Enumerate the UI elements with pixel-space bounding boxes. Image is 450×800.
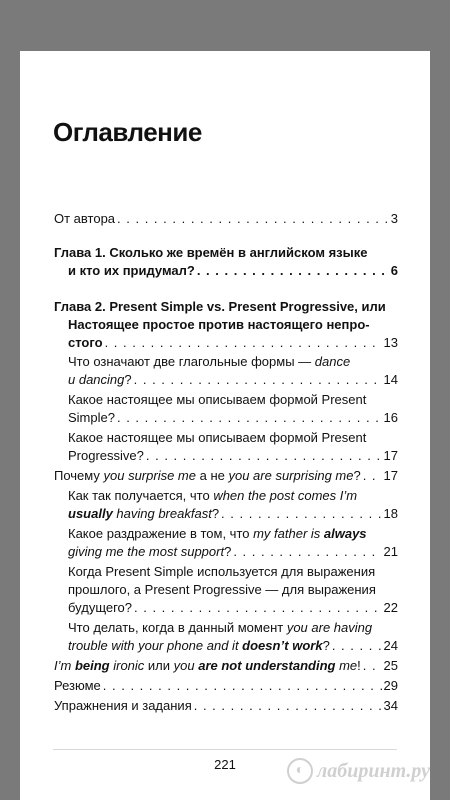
toc-text: или xyxy=(144,658,174,673)
toc-page: 17 xyxy=(383,468,398,483)
toc-text: ! xyxy=(357,658,361,673)
toc-section[interactable] xyxy=(54,677,398,695)
toc-text-italic: dancing xyxy=(78,372,125,387)
toc-label: От автора xyxy=(54,211,116,226)
leader-dots xyxy=(134,371,382,389)
footer-divider xyxy=(53,749,397,750)
toc-text-italic: trouble with your phone and it xyxy=(68,638,243,653)
leader-dots xyxy=(363,467,382,485)
toc-page: 3 xyxy=(390,211,398,226)
leader-dots xyxy=(233,543,381,561)
toc-page: 6 xyxy=(390,263,398,278)
toc-text-bold-italic: usually xyxy=(68,506,113,521)
toc-page: 14 xyxy=(383,372,398,387)
book-page xyxy=(20,51,430,800)
chapter-title-line: Глава 2. Present Simple vs. Present Progressive, или xyxy=(54,299,386,314)
toc-page: 29 xyxy=(383,678,398,693)
toc-chapter-2[interactable] xyxy=(54,298,398,352)
toc-text: Progressive? xyxy=(68,448,144,463)
leader-dots xyxy=(221,505,381,523)
toc-text: ? xyxy=(124,372,132,387)
toc-text-bold-italic: are not understanding xyxy=(198,658,336,673)
toc-text-italic: you xyxy=(173,658,199,673)
leader-dots xyxy=(134,599,382,617)
toc-text: будущего? xyxy=(68,600,133,615)
toc-section[interactable] xyxy=(54,563,398,617)
leader-dots xyxy=(194,697,382,715)
toc-page: 21 xyxy=(383,544,398,559)
toc-text-italic: having breakfast xyxy=(112,506,212,521)
toc-text-italic: you surprise me xyxy=(103,468,196,483)
toc-section[interactable] xyxy=(54,619,398,655)
toc-text-italic: my father is xyxy=(253,526,324,541)
toc-text: Что означают две глагольные формы — xyxy=(68,354,315,369)
toc-page: 18 xyxy=(383,506,398,521)
leader-dots xyxy=(103,677,382,695)
leader-dots xyxy=(332,637,382,655)
toc-text-italic: giving me the most support xyxy=(68,544,225,559)
toc-section[interactable] xyxy=(54,697,398,715)
toc-page: 17 xyxy=(383,448,398,463)
chapter-title-line: Настоящее простое против настоящего непро- xyxy=(68,317,370,332)
toc-preface[interactable] xyxy=(54,210,398,228)
leader-dots xyxy=(117,409,382,427)
toc-text: Какое настоящее мы описываем формой Present xyxy=(68,392,367,407)
leader-dots xyxy=(363,657,382,675)
toc-text: Simple? xyxy=(68,410,115,425)
leader-dots xyxy=(117,210,389,228)
toc-section[interactable] xyxy=(54,391,398,427)
labirint-logo-icon: ◐ xyxy=(287,758,313,784)
page-number: 221 xyxy=(214,757,236,772)
toc-section[interactable] xyxy=(54,353,398,389)
toc-text: Какое раздражение в том, что xyxy=(68,526,254,541)
toc-page: 16 xyxy=(383,410,398,425)
toc-text: Упражнения и задания xyxy=(54,698,192,713)
toc-text: Когда Present Simple используется для выражения xyxy=(68,564,376,579)
leader-dots xyxy=(105,334,382,352)
chapter-title-line: стого xyxy=(68,335,103,350)
chapter-title-line: Глава 1. Сколько же времён в английском языке xyxy=(54,245,368,260)
watermark-text: лабиринт.ру xyxy=(316,759,430,782)
toc-chapter-1[interactable] xyxy=(54,244,398,280)
toc-text-bold-italic: doesn’t work xyxy=(242,638,323,653)
toc-section[interactable] xyxy=(54,487,398,523)
toc-text-italic: you are surprising me xyxy=(228,468,354,483)
chapter-title-line: и кто их придумал? xyxy=(68,263,195,278)
toc-page: 34 xyxy=(383,698,398,713)
toc-text: Почему xyxy=(54,468,104,483)
leader-dots xyxy=(197,262,389,280)
toc-page: 25 xyxy=(383,658,398,673)
toc-text: Что делать, когда в данный момент xyxy=(68,620,287,635)
toc-section[interactable] xyxy=(54,657,398,675)
toc-text-italic: I’m xyxy=(54,658,75,673)
watermark xyxy=(287,758,430,784)
toc-text: ? xyxy=(211,506,220,521)
toc-text-italic: you are having xyxy=(286,620,373,635)
toc-text-bold-italic: being xyxy=(74,658,110,673)
toc-text: Как так получается, что xyxy=(68,488,214,503)
table-of-contents xyxy=(54,210,398,717)
page-title: Оглавление xyxy=(53,117,202,147)
toc-text: прошлого, а Present Progressive — для выражения xyxy=(68,582,376,597)
chapter-title-line-last xyxy=(54,334,398,352)
toc-text-italic: me xyxy=(335,658,358,673)
toc-section[interactable] xyxy=(54,429,398,465)
toc-section[interactable] xyxy=(54,467,398,485)
toc-text: ? xyxy=(224,544,232,559)
toc-text-bold-italic: always xyxy=(323,526,367,541)
toc-page: 13 xyxy=(383,335,398,350)
toc-page: 24 xyxy=(383,638,398,653)
toc-section[interactable] xyxy=(54,525,398,561)
toc-page: 22 xyxy=(383,600,398,615)
toc-text: Какое настоящее мы описываем формой Present xyxy=(68,430,367,445)
toc-text: ? xyxy=(353,468,361,483)
toc-text: Резюме xyxy=(54,678,101,693)
toc-text-italic: ironic xyxy=(109,658,145,673)
toc-text: ? xyxy=(322,638,330,653)
toc-text-italic: dance xyxy=(314,354,351,369)
toc-text-italic: when the post comes I’m xyxy=(213,488,358,503)
chapter-title-line-last xyxy=(54,262,398,280)
toc-text-italic: и xyxy=(68,372,79,387)
toc-text: а не xyxy=(195,468,229,483)
leader-dots xyxy=(146,447,382,465)
